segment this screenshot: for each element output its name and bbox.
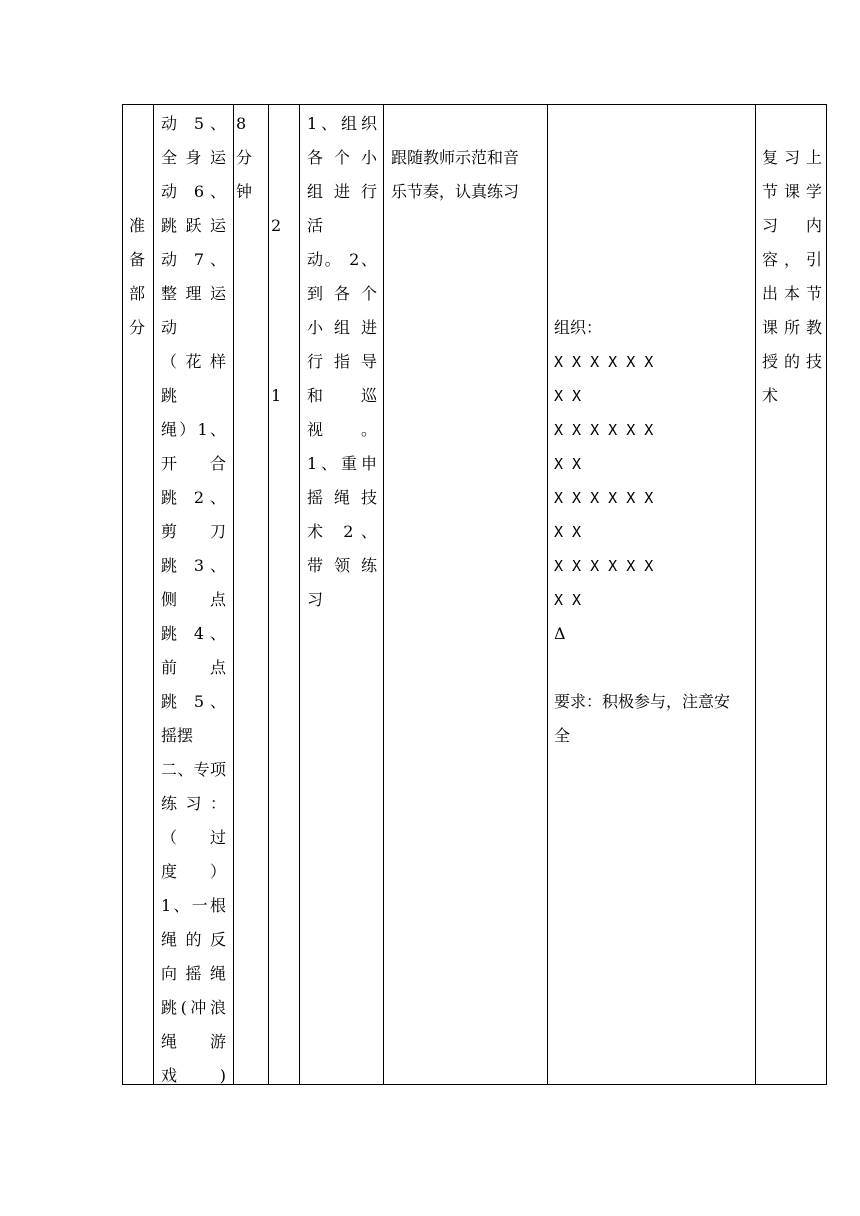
column-divider: [299, 105, 300, 1084]
section-label-char: 部: [129, 284, 146, 303]
count-cell: [271, 105, 297, 1084]
requirement-line: 要求：积极参与，注意安: [554, 692, 731, 711]
content-line: 戏): [161, 1066, 226, 1085]
teacher-activity-line: 摇绳技: [307, 488, 377, 507]
teacher-activity-line: 习: [307, 590, 324, 609]
content-line: 动 5、: [161, 114, 226, 133]
teacher-activity-line: 组进行: [307, 182, 377, 201]
goal-line: 出本节: [762, 284, 822, 303]
time-cell: [236, 105, 266, 1084]
teacher-position-symbol: Δ: [554, 624, 566, 643]
content-line: 练习：: [161, 794, 226, 813]
teacher-activity-cell: [307, 105, 377, 1084]
student-formation-row: X X X X X X: [554, 557, 654, 575]
teacher-activity-line: 到各个: [307, 284, 377, 303]
teacher-activity-line: 动。 2、: [307, 250, 377, 269]
content-line: 绳的反: [161, 930, 226, 949]
column-divider: [268, 105, 269, 1084]
lesson-plan-table: [122, 104, 827, 1085]
organization-cell: [554, 105, 750, 1084]
teacher-activity-line: 各个小: [307, 148, 377, 167]
content-line: 跳 5、: [161, 692, 226, 711]
teacher-activity-line: 活: [307, 216, 324, 235]
column-divider: [547, 105, 548, 1084]
content-line: 剪 刀: [161, 522, 226, 541]
content-line: （ 过: [161, 828, 226, 847]
content-line: 动 6、: [161, 182, 226, 201]
teacher-activity-line: 行指导: [307, 352, 377, 371]
student-formation-row: X X X X X X: [554, 353, 654, 371]
teacher-activity-line: 1、重申: [307, 454, 377, 473]
content-line: 开 合: [161, 454, 226, 473]
content-line: 跳(冲浪: [161, 998, 226, 1017]
goal-cell: [762, 105, 822, 1084]
organization-label: 组织：: [554, 318, 603, 337]
section-label-char: 备: [129, 250, 146, 269]
content-line: 整理运: [161, 284, 226, 303]
requirement-line: 全: [554, 726, 571, 745]
time-line: 8: [236, 114, 247, 133]
goal-line: 习 内: [762, 216, 822, 235]
content-line: 跳 4、: [161, 624, 226, 643]
content-line: 跳 3、: [161, 556, 226, 575]
goal-line: 容，引: [762, 250, 822, 269]
content-line: 度）: [161, 862, 226, 881]
student-activity-line: 乐节奏，认真练习: [391, 182, 520, 201]
student-formation-row: X X: [554, 591, 582, 609]
time-line: 钟: [236, 182, 253, 201]
content-line: 跳跃运: [161, 216, 226, 235]
student-formation-row: X X: [554, 523, 582, 541]
count-value: 2: [271, 216, 282, 235]
teacher-activity-line: 视。: [307, 420, 377, 439]
time-line: 分: [236, 148, 253, 167]
section-label-cell: [129, 105, 149, 1084]
content-line: 侧 点: [161, 590, 226, 609]
content-line: 1、一根: [161, 896, 226, 915]
goal-line: 术: [762, 386, 779, 405]
content-line: 动 7、: [161, 250, 226, 269]
content-line: 跳: [161, 386, 178, 405]
goal-line: 节课学: [762, 182, 822, 201]
teacher-activity-line: 术 2、: [307, 522, 377, 541]
teacher-activity-line: 和 巡: [307, 386, 377, 405]
content-line: 向摇绳: [161, 964, 226, 983]
student-formation-row: X X: [554, 455, 582, 473]
student-activity-line: 跟随教师示范和音: [391, 148, 520, 167]
content-line: 二、专项: [161, 760, 226, 779]
column-divider: [755, 105, 756, 1084]
teacher-activity-line: 带领练: [307, 556, 377, 575]
section-label-char: 准: [129, 216, 146, 235]
content-line: 绳）1、: [161, 420, 226, 439]
goal-line: 课所教: [762, 318, 822, 337]
section-label-char: 分: [129, 318, 146, 337]
goal-line: 授的技: [762, 352, 822, 371]
content-line: 前 点: [161, 658, 226, 677]
student-activity-cell: [391, 105, 543, 1084]
teacher-activity-line: 小组进: [307, 318, 377, 337]
goal-line: 复习上: [762, 148, 822, 167]
content-line: 动: [161, 318, 178, 337]
column-divider: [153, 105, 154, 1084]
content-line: （花样: [161, 352, 226, 371]
student-formation-row: X X X X X X: [554, 489, 654, 507]
student-formation-row: X X: [554, 387, 582, 405]
content-line: 绳 游: [161, 1032, 226, 1051]
column-divider: [233, 105, 234, 1084]
count-value: 1: [271, 386, 282, 405]
teacher-activity-line: 1、组织: [307, 114, 377, 133]
content-line: 跳 2、: [161, 488, 226, 507]
column-divider: [383, 105, 384, 1084]
content-line: 摇摆: [161, 726, 194, 745]
student-formation-row: X X X X X X: [554, 421, 654, 439]
content-cell: [161, 105, 226, 1084]
content-line: 全身运: [161, 148, 226, 167]
